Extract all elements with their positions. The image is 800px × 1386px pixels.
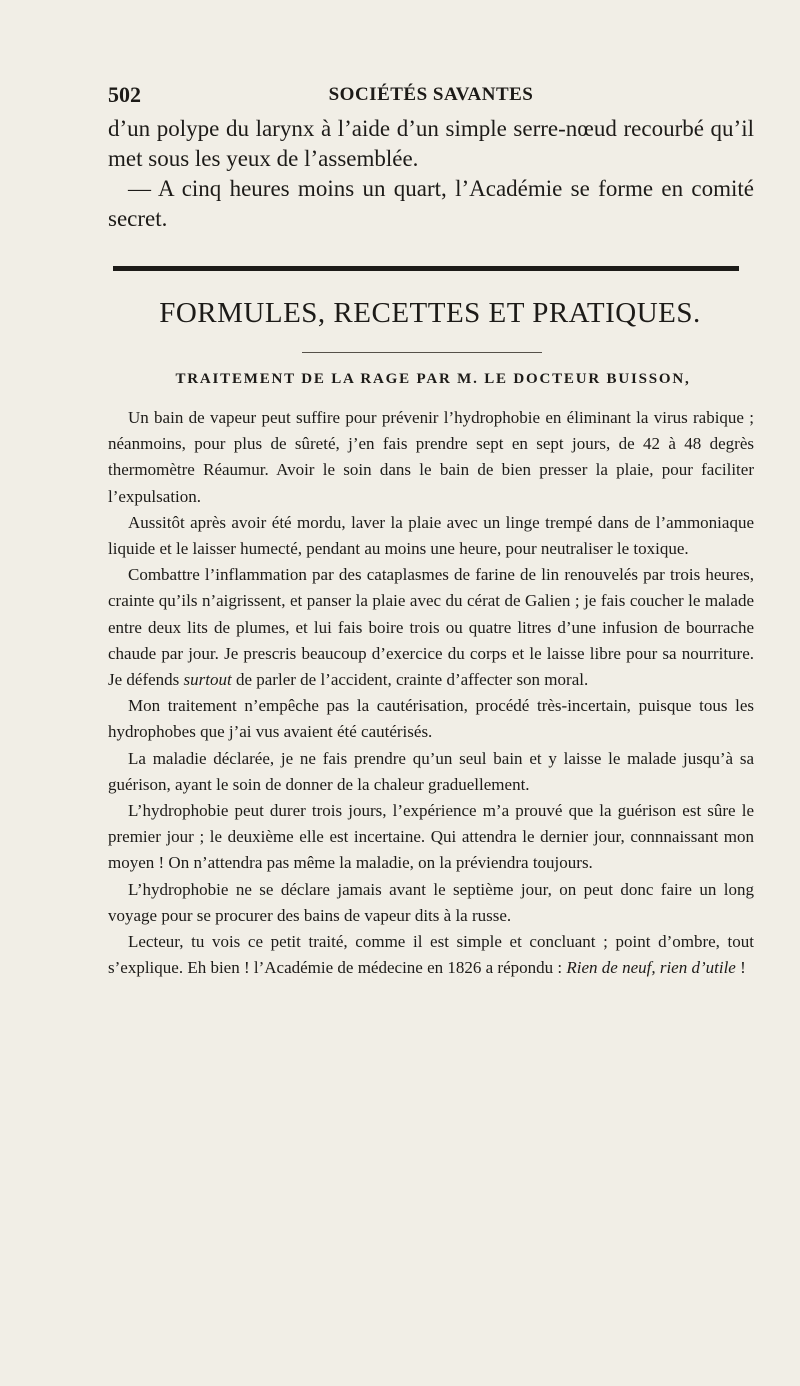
closing-text-a: Lecteur, tu vois ce petit traité, comme il est simple et concluant ; point d’ombre, tout s’explique. Eh bien ! l’Académie de médecine en 1826 a répondu : (108, 932, 754, 978)
closing-text-b: ! (735, 958, 746, 978)
page-header (108, 82, 754, 108)
paragraph-6: L’hydrophobie peut durer trois jours, l’expérience m’a prouvé que la guérison est sûre le premier jour ; le deuxième elle est incertaine. Qui attendra le dernier jour, connnaissant mon moyen ! On n’attendra pas même la maladie, on la préviendra toujours. (108, 801, 754, 873)
intro-text (108, 114, 754, 234)
paragraph-3-text-a: Combattre l’inflammation par des cataplasmes de farine de lin renouvelés par trois heures, crainte qu’ils n’aigrissent, et panser la plaie avec du cérat de Galien ; je fais coucher le malade entre deux lits de plumes, et lui fais boire trois ou quatre litres d’une infusion de bourrache chaude par jour. Je prescris beaucoup d’exercice du corps et le laisse libre pour sa nourriture. Je défends (108, 565, 754, 690)
section-title: FORMULES, RECETTES ET PRATIQUES. (159, 297, 701, 329)
article-body (108, 405, 754, 981)
paragraph-4: Mon traitement n’empêche pas la cautérisation, procédé très-incertain, puisque tous les hydrophobes que j’ai vus avaient été cautérisés. (108, 696, 754, 742)
article-title: TRAITEMENT DE LA RAGE PAR M. LE DOCTEUR BUISSON, (175, 371, 691, 387)
paragraph-2: Aussitôt après avoir été mordu, laver la plaie avec un linge trempé dans de l’ammoniaque liquide et le laisser humecté, pendant au moins une heure, pour neutraliser le toxique. (108, 512, 754, 559)
running-head: SOCIÉTÉS SAVANTES (328, 84, 534, 105)
paragraph-3 (108, 562, 754, 693)
intro-paragraph-1: d’un polype du larynx à l’aide d’un simple serre-nœud recourbé qu’il met sous les yeux de l’assemblée. (108, 116, 754, 171)
paragraph-3-emphasis: surtout (183, 670, 232, 690)
paragraph-5: La maladie déclarée, je ne fais prendre qu’un seul bain et y laisse le malade jusqu’à sa guérison, ayant le soin de donner de la chaleur graduellement. (108, 748, 754, 794)
paragraph-7: L’hydrophobie ne se déclare jamais avant le septième jour, on peut donc faire un long voyage pour se procurer des bains de vapeur dits à la russe. (108, 879, 754, 925)
closing-paragraph (108, 929, 754, 981)
page-number: 502 (108, 82, 141, 107)
intro-paragraph-2: — A cinq heures moins un quart, l’Académie se forme en comité secret. (108, 176, 754, 231)
section-divider (113, 266, 739, 271)
closing-emphasis: Rien de neuf, rien d’utile (566, 958, 736, 978)
paragraph-1: Un bain de vapeur peut suffire pour prévenir l’hydrophobie en éliminant la virus rabique ; néanmoins, pour plus de sûreté, j’en fais prendre sept en sept jours, de 42 à 48 degrès thermomètre Réaumur. Avoir le soin dans le bain de bien presser la plaie, pour faciliter l’expulsation. (108, 408, 754, 506)
paragraph-3-text-b: de parler de l’accident, crainte d’affecter son moral. (231, 670, 589, 690)
title-underline (302, 352, 542, 353)
